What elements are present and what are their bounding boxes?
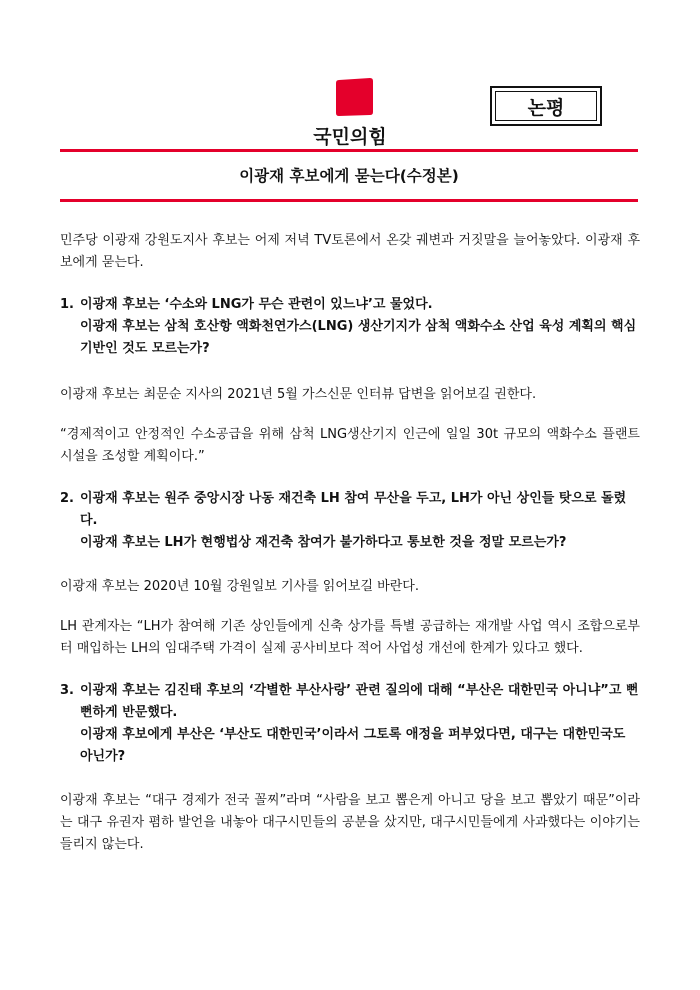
document-body	[60, 230, 640, 856]
document-type-badge	[490, 86, 602, 126]
intro-paragraph: 민주당 이광재 강원도지사 후보는 어제 저녁 TV토론에서 온갖 궤변과 거짓말을 늘어놓았다. 이광재 후보에게 묻는다.	[60, 233, 640, 270]
paragraph-4: LH 관계자는 “LH가 참여해 기존 상인들에게 신축 상가를 특별 공급하는 재개발 사업 역시 조합으로부터 매입하는 LH의 임대주택 가격이 실제 공사비보다 적어 사업성 개선에 한계가 있다고 했다.	[60, 619, 640, 656]
paragraph-1: 이광재 후보는 최문순 지사의 2021년 5월 가스신문 인터뷰 답변을 읽어보길 권한다.	[60, 387, 537, 402]
question-3-number: 3.	[60, 683, 74, 698]
question-3-sub: 이광재 후보에게 부산은 ‘부산도 대한민국’이라서 그토록 애정을 퍼부었다면, 대구는 대한민국도 아닌가?	[80, 727, 626, 764]
question-2	[60, 488, 640, 554]
paragraph-5: 이광재 후보는 “대구 경제가 전국 꼴찌”라며 “사람을 보고 뽑은게 아니고 당을 보고 뽑았기 때문”이라는 대구 유권자 폄하 발언을 내놓아 대구시민들의 공분을 샀지만, 대구시민들에게 사과했다는 이야기는 들리지 않는다.	[60, 793, 640, 852]
question-3	[60, 680, 640, 768]
document-type-label: 논평	[527, 96, 565, 119]
quote-paragraph: “경제적이고 안정적인 수소공급을 위해 삼척 LNG생산기지 인근에 일일 30t 규모의 액화수소 플랜트 시설을 조성할 계획이다.”	[60, 427, 640, 464]
question-1-number: 1.	[60, 297, 74, 312]
top-divider	[60, 149, 638, 152]
bottom-divider	[60, 199, 638, 202]
party-name: 국민의힘	[313, 126, 387, 148]
question-2-sub: 이광재 후보는 LH가 현행법상 재건축 참여가 불가하다고 통보한 것을 정말 모르는가?	[80, 535, 567, 550]
page-title: 이광재 후보에게 묻는다(수정본)	[239, 167, 459, 185]
paragraph-3: 이광재 후보는 2020년 10월 강원일보 기사를 읽어보길 바란다.	[60, 579, 419, 594]
question-1-main: 이광재 후보는 ‘수소와 LNG가 무슨 관련이 있느냐’고 물었다.	[80, 297, 433, 312]
question-3-main: 이광재 후보는 김진태 후보의 ‘각별한 부산사랑’ 관련 질의에 대해 “부산은 대한민국 아니냐”고 뻔뻔하게 반문했다.	[80, 683, 639, 720]
question-1	[60, 294, 640, 360]
question-1-sub: 이광재 후보는 삼척 호산항 액화천연가스(LNG) 생산기지가 삼척 액화수소 산업 육성 계획의 핵심기반인 것도 모르는가?	[80, 319, 637, 356]
party-logo-icon	[333, 78, 373, 116]
question-2-number: 2.	[60, 491, 74, 506]
question-2-main: 이광재 후보는 원주 중앙시장 나동 재건축 LH 참여 무산을 두고, LH가 아닌 상인들 탓으로 돌렸다.	[80, 491, 627, 528]
